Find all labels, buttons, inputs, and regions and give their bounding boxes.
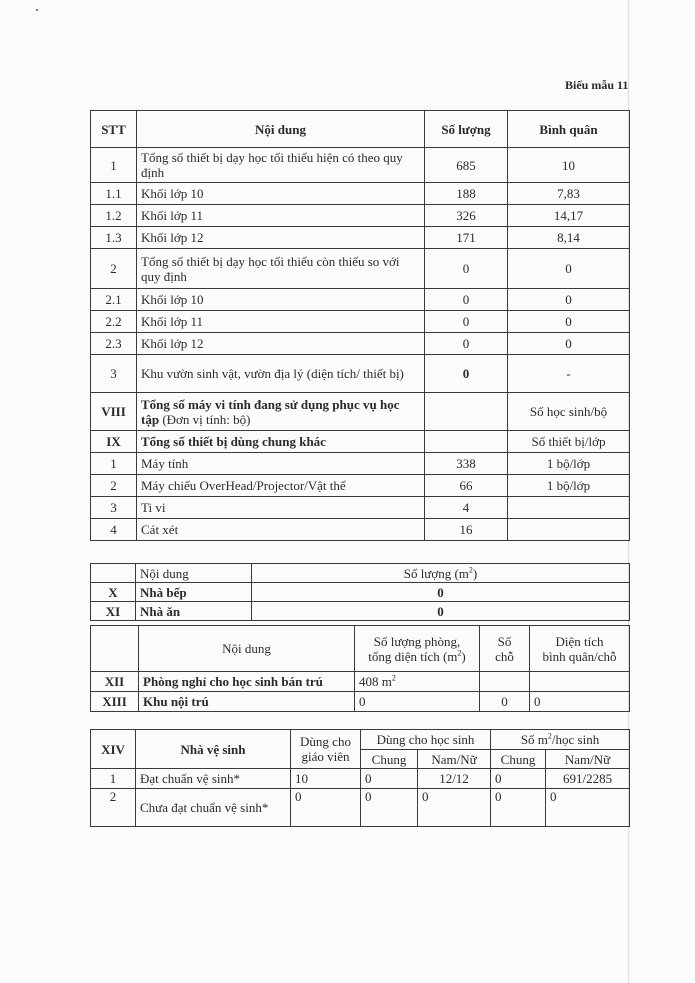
row-stt: 3 bbox=[91, 497, 137, 519]
row-content: Tổng số thiết bị dạy học tối thiểu hiện có theo quy định bbox=[137, 148, 425, 183]
row-quantity: 0 bbox=[252, 602, 630, 621]
row-ratio-common: 0 bbox=[491, 789, 546, 827]
row-content-bold: Tổng số máy vi tính đang sử dụng phục vụ học tập bbox=[141, 396, 400, 427]
row-student-male-female: 0 bbox=[418, 789, 491, 827]
header-average: Bình quân bbox=[508, 111, 630, 148]
row-average: 0 bbox=[508, 333, 630, 355]
row-content: Khối lớp 10 bbox=[137, 183, 425, 205]
section-row-viii bbox=[91, 393, 630, 431]
table-row bbox=[91, 497, 630, 519]
row-stt: 3 bbox=[91, 355, 137, 393]
table-row bbox=[91, 311, 630, 333]
header-students: Dùng cho học sinh bbox=[361, 730, 491, 750]
header-teacher-line1: Dùng cho bbox=[300, 734, 351, 749]
dormitory-table bbox=[90, 625, 630, 712]
row-stt: 2.3 bbox=[91, 333, 137, 355]
header-teacher-line2: giáo viên bbox=[301, 749, 350, 764]
table-row bbox=[91, 227, 630, 249]
row-content: Chưa đạt chuẩn vệ sinh* bbox=[136, 789, 291, 827]
row-quantity: 4 bbox=[425, 497, 508, 519]
row-average: 14,17 bbox=[508, 205, 630, 227]
row-content: Khu vườn sinh vật, vườn địa lý (diện tích/ thiết bị) bbox=[137, 355, 425, 393]
form-label: Biểu mẫu 11 bbox=[565, 78, 629, 92]
header-beds-line1: Số bbox=[497, 633, 512, 649]
toilet-table bbox=[90, 729, 630, 827]
header-empty bbox=[91, 626, 139, 672]
row-stt: 2.1 bbox=[91, 289, 137, 311]
row-stt: 1 bbox=[91, 453, 137, 475]
table-row bbox=[91, 769, 630, 789]
row-stt: 1.3 bbox=[91, 227, 137, 249]
row-rooms bbox=[355, 692, 480, 712]
row-stt: 2 bbox=[91, 475, 137, 497]
row-student-common: 0 bbox=[361, 789, 418, 827]
row-average: Số học sinh/bộ bbox=[508, 393, 630, 431]
table-row bbox=[91, 205, 630, 227]
row-quantity: 0 bbox=[425, 289, 508, 311]
header-ratio-text: Số m bbox=[520, 732, 548, 747]
table-header-row bbox=[91, 730, 630, 750]
row-average bbox=[508, 497, 630, 519]
table-row bbox=[91, 475, 630, 497]
table-row bbox=[91, 453, 630, 475]
row-content: Đạt chuẩn vệ sinh* bbox=[136, 769, 291, 789]
row-stt: 1 bbox=[91, 769, 136, 789]
header-stt: XIV bbox=[91, 730, 136, 769]
row-average: 0 bbox=[508, 311, 630, 333]
row-stt: 1.2 bbox=[91, 205, 137, 227]
table-row bbox=[91, 602, 630, 621]
row-quantity: 16 bbox=[425, 519, 508, 541]
row-content: Nhà bếp bbox=[136, 583, 252, 602]
row-ratio-male-female: 0 bbox=[546, 789, 630, 827]
table-row bbox=[91, 183, 630, 205]
row-content: Khu nội trú bbox=[139, 692, 355, 712]
row-content: Tổng số thiết bị dùng chung khác bbox=[137, 431, 425, 453]
row-content: Máy tính bbox=[137, 453, 425, 475]
row-stt: XIII bbox=[91, 692, 139, 712]
row-stt: 2.2 bbox=[91, 311, 137, 333]
table-row bbox=[91, 333, 630, 355]
header-quantity-text: Số lượng (m bbox=[403, 565, 469, 581]
row-stt: 1 bbox=[91, 148, 137, 183]
header-area bbox=[530, 626, 630, 672]
header-rooms bbox=[355, 626, 480, 672]
header-rooms-sup: 2 bbox=[457, 648, 462, 658]
table-header-row bbox=[91, 111, 630, 148]
row-quantity: 0 bbox=[425, 249, 508, 289]
header-content: Nội dung bbox=[136, 564, 252, 583]
subheader-male-female: Nam/Nữ bbox=[418, 750, 491, 769]
row-student-male-female: 12/12 bbox=[418, 769, 491, 789]
row-content: Máy chiếu OverHead/Projector/Vật thể bbox=[137, 475, 425, 497]
row-area: 0 bbox=[530, 692, 630, 712]
header-rooms-line1: Số lượng phòng, bbox=[373, 633, 461, 649]
row-content: Tổng số thiết bị dạy học tối thiểu còn thiếu so với quy định bbox=[137, 249, 425, 289]
row-ratio-common: 0 bbox=[491, 769, 546, 789]
header-ratio-end: /học sinh bbox=[551, 732, 600, 747]
row-average: 1 bộ/lớp bbox=[508, 475, 630, 497]
row-quantity: 0 bbox=[425, 355, 508, 393]
row-content: Cát xét bbox=[137, 519, 425, 541]
row-beds: 0 bbox=[480, 692, 530, 712]
row-stt: 2 bbox=[91, 249, 137, 289]
row-content: Khối lớp 10 bbox=[137, 289, 425, 311]
header-stt: STT bbox=[91, 111, 137, 148]
header-area-line1: Diện tích bbox=[555, 633, 604, 649]
row-content: Nhà ăn bbox=[136, 602, 252, 621]
row-average: Số thiết bị/lớp bbox=[508, 431, 630, 453]
header-quantity: Số lượng bbox=[425, 111, 508, 148]
row-teacher: 10 bbox=[291, 769, 361, 789]
table-row bbox=[91, 692, 630, 712]
header-content: Nội dung bbox=[137, 111, 425, 148]
header-rooms-line2: tổng diện tích (m bbox=[368, 648, 458, 664]
row-quantity: 338 bbox=[425, 453, 508, 475]
row-quantity: 171 bbox=[425, 227, 508, 249]
row-average: 8,14 bbox=[508, 227, 630, 249]
subheader-common: Chung bbox=[491, 750, 546, 769]
header-quantity bbox=[252, 564, 630, 583]
row-content: Phòng nghỉ cho học sinh bán trú bbox=[139, 672, 355, 692]
header-ratio-sup: 2 bbox=[547, 731, 552, 741]
subheader-male-female: Nam/Nữ bbox=[546, 750, 630, 769]
equipment-table bbox=[90, 110, 630, 541]
row-area bbox=[530, 672, 630, 692]
row-quantity: 0 bbox=[425, 311, 508, 333]
row-stt: IX bbox=[91, 431, 137, 453]
row-quantity: 685 bbox=[425, 148, 508, 183]
subheader-common: Chung bbox=[361, 750, 418, 769]
row-rooms-value: 0 bbox=[359, 694, 366, 709]
row-stt: 2 bbox=[91, 789, 136, 827]
table-row bbox=[91, 789, 630, 827]
header-quantity-sup: 2 bbox=[468, 565, 473, 575]
header-empty bbox=[91, 564, 136, 583]
row-content: Khối lớp 12 bbox=[137, 333, 425, 355]
row-content: Khối lớp 11 bbox=[137, 205, 425, 227]
table-row bbox=[91, 355, 630, 393]
row-stt: VIII bbox=[91, 393, 137, 431]
table-header-row bbox=[91, 564, 630, 583]
row-stt: X bbox=[91, 583, 136, 602]
row-ratio-male-female: 691/2285 bbox=[546, 769, 630, 789]
row-rooms-value: 408 m bbox=[359, 674, 392, 689]
row-teacher: 0 bbox=[291, 789, 361, 827]
row-quantity bbox=[425, 431, 508, 453]
row-average: 7,83 bbox=[508, 183, 630, 205]
row-content: Ti vi bbox=[137, 497, 425, 519]
header-teacher bbox=[291, 730, 361, 769]
header-area-line2: bình quân/chỗ bbox=[542, 648, 617, 664]
row-student-common: 0 bbox=[361, 769, 418, 789]
header-beds-line2: chỗ bbox=[495, 648, 514, 664]
table-row bbox=[91, 289, 630, 311]
table-row bbox=[91, 148, 630, 183]
row-stt: XI bbox=[91, 602, 136, 621]
row-average: 0 bbox=[508, 289, 630, 311]
header-rooms-end: ) bbox=[461, 648, 466, 664]
row-content bbox=[137, 393, 425, 431]
scan-speck bbox=[36, 9, 38, 11]
row-average bbox=[508, 519, 630, 541]
header-ratio bbox=[491, 730, 630, 750]
header-quantity-end: ) bbox=[472, 565, 478, 581]
row-rooms-sup: 2 bbox=[391, 673, 396, 683]
header-content: Nội dung bbox=[139, 626, 355, 672]
row-quantity: 188 bbox=[425, 183, 508, 205]
row-stt: 4 bbox=[91, 519, 137, 541]
section-row-ix bbox=[91, 431, 630, 453]
row-quantity: 0 bbox=[425, 333, 508, 355]
row-average: - bbox=[508, 355, 630, 393]
row-quantity: 66 bbox=[425, 475, 508, 497]
row-quantity: 326 bbox=[425, 205, 508, 227]
row-content: Khối lớp 11 bbox=[137, 311, 425, 333]
table-row bbox=[91, 519, 630, 541]
row-average: 10 bbox=[508, 148, 630, 183]
row-quantity: 0 bbox=[252, 583, 630, 602]
row-average: 1 bộ/lớp bbox=[508, 453, 630, 475]
table-header-row bbox=[91, 626, 630, 672]
header-title: Nhà vệ sinh bbox=[136, 730, 291, 769]
table-row bbox=[91, 249, 630, 289]
row-content: Khối lớp 12 bbox=[137, 227, 425, 249]
row-content-unit: (Đơn vị tính: bộ) bbox=[159, 411, 251, 427]
row-stt: XII bbox=[91, 672, 139, 692]
row-stt: 1.1 bbox=[91, 183, 137, 205]
table-row bbox=[91, 583, 630, 602]
table-row bbox=[91, 672, 630, 692]
row-quantity bbox=[425, 393, 508, 431]
row-beds bbox=[480, 672, 530, 692]
kitchen-table bbox=[90, 563, 630, 621]
header-beds bbox=[480, 626, 530, 672]
row-average: 0 bbox=[508, 249, 630, 289]
row-rooms bbox=[355, 672, 480, 692]
